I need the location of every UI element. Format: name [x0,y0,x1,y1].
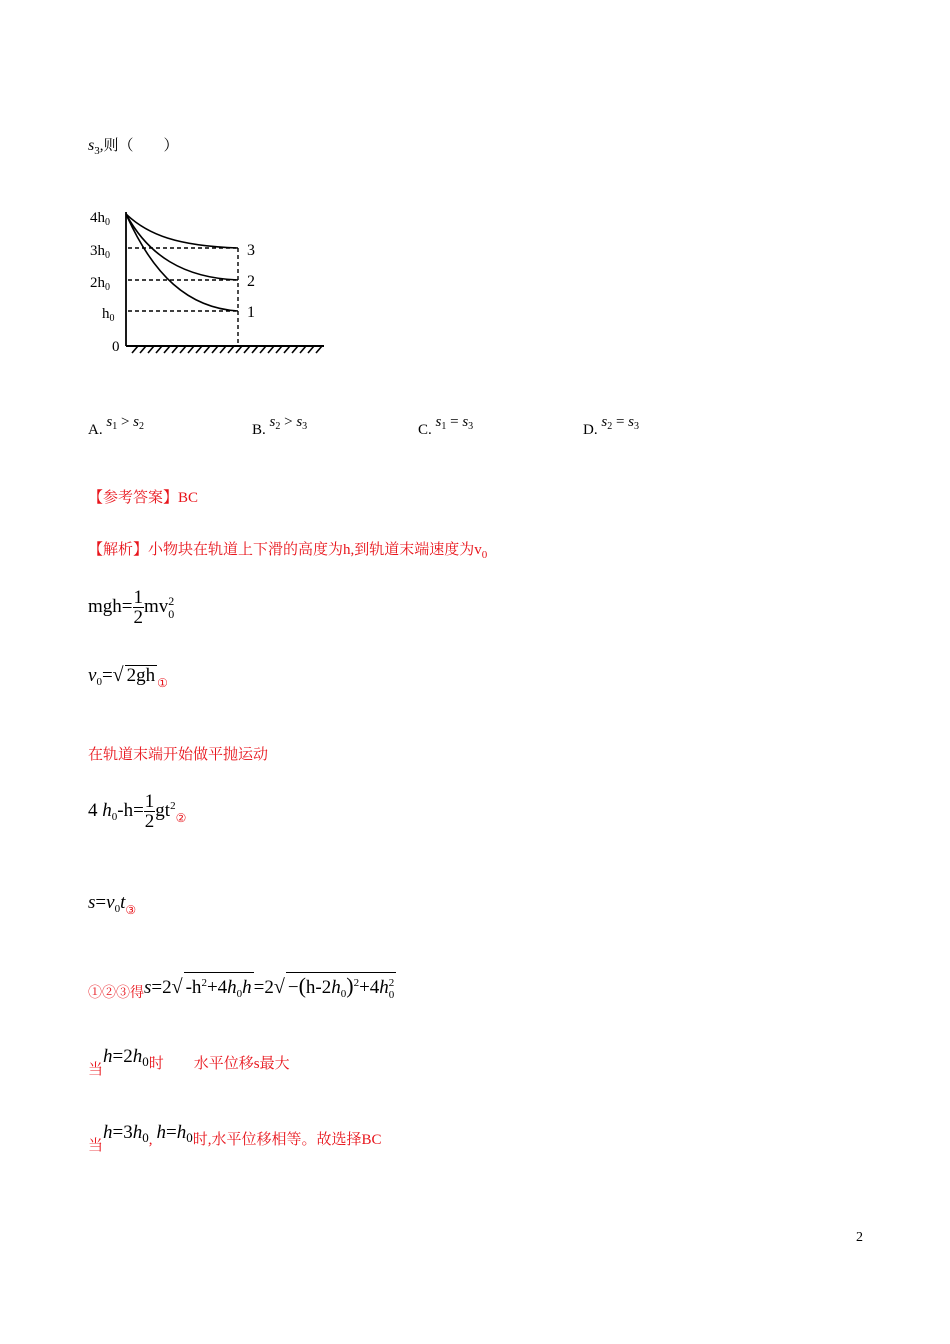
y-label-h0: $h_0$ [102,306,115,324]
marker-3: ③ [125,903,137,917]
equation-fall: 4 $h_0-h=$ $\frac{1}{2}$ $gt^2_②$ [88,791,187,832]
combined-prefix: ①②③得 [88,986,144,1001]
question-text: ,则（ ） [99,138,179,154]
y-label-4h0: $4h_0$ [90,210,110,228]
question-tail [88,134,179,157]
option-c-letter: C. [418,422,432,438]
curve-3 [126,214,238,248]
option-a-formula: $s_1 > s_2$ [106,414,144,432]
option-a[interactable] [88,414,144,439]
analysis-text: 小物块在轨道上下滑的高度为h,到轨道末端速度为v [148,542,482,558]
track-figure [88,200,338,365]
curve-1 [126,214,238,311]
option-b[interactable] [252,414,307,439]
y-label-0: 0 [112,339,120,355]
ground-hatch [132,346,322,353]
question-var-sub: 3 [94,145,100,157]
option-a-letter: A. [88,422,103,438]
y-label-3h0: $3h_0$ [90,243,110,261]
projectile-note: 在轨道末端开始做平抛运动 [88,747,269,763]
equal-displacement-line: 当$h=3h_0$, $h=h_0$时,水平位移相等。故选择BC [88,1122,382,1154]
curve-label-1: 1 [247,304,255,321]
option-d-letter: D. [583,422,598,438]
option-b-letter: B. [252,422,266,438]
question-var: s [88,137,95,154]
curve-label-2: 2 [247,273,255,290]
answer-value: BC [178,490,199,506]
equation-combined: $_{①②③得}$s=2√ $-h^2+4h_0h =2√ -(h-2h_0)^2+4h$ 2 0 [88,972,396,1004]
answer-label: 【参考答案】 [88,490,179,506]
track-curves [126,214,238,311]
dashed-guides [128,248,238,346]
option-c-formula: $s_1 = s_3$ [435,414,474,432]
option-c[interactable] [418,414,473,439]
max-displacement-line: 当$h=2h_0$时 水平位移s最大 [88,1046,290,1078]
analysis-text-sub: 0 [481,549,488,561]
equation-energy: mgh= $\frac{1}{2}$ mv 2 0 [88,587,175,628]
equation-velocity: $v_0=√$ 2gh $_①$ [88,664,168,690]
option-d[interactable] [583,414,639,439]
analysis-label: 【解析】 [88,542,149,558]
marker-1: ① [157,676,168,690]
marker-2: ② [175,810,187,825]
analysis-line [88,538,487,561]
reference-answer [88,486,198,507]
curve-label-3: 3 [247,242,255,259]
equation-displacement: $s=v_0t_③$ [88,892,137,917]
option-d-formula: $s_2 = s_3$ [601,414,639,432]
y-label-2h0: $2h_0$ [90,275,110,293]
page-number: 2 [856,1230,863,1245]
option-b-formula: $s_2 > s_3$ [269,414,308,432]
